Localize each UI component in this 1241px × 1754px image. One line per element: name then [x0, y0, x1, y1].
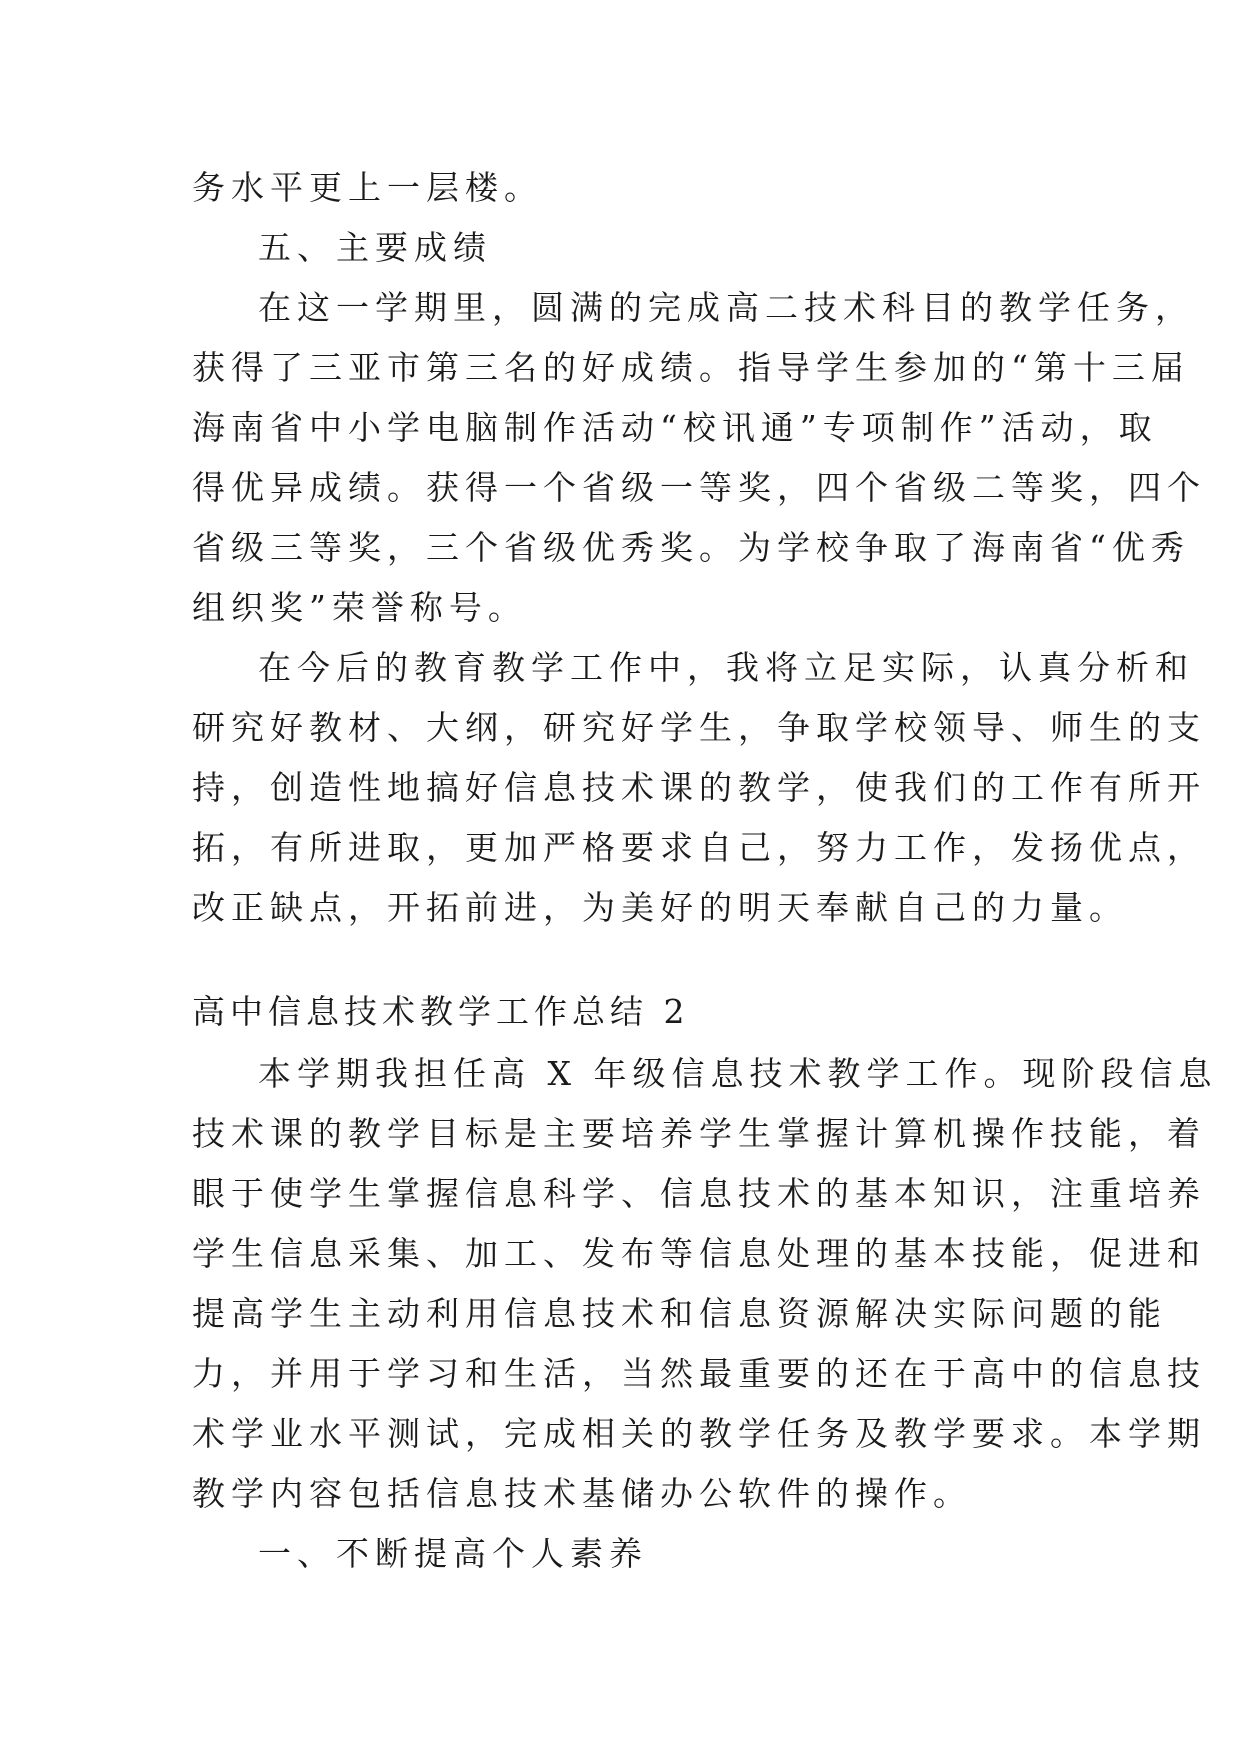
paragraph-line: 省级三等奖，三个省级优秀奖。为学校争取了海南省“优秀 [192, 528, 1190, 567]
paragraph-line: 在今后的教育教学工作中，我将立足实际，认真分析和 [258, 648, 1194, 687]
paragraph-line: 技术课的教学目标是主要培养学生掌握计算机操作技能，着 [192, 1114, 1206, 1153]
paragraph-line: 务水平更上一层楼。 [192, 168, 543, 207]
paragraph-line: 获得了三亚市第三名的好成绩。指导学生参加的“第十三届 [192, 348, 1190, 387]
article-title: 高中信息技术教学工作总结 2 [192, 992, 690, 1031]
paragraph-line: 改正缺点，开拓前进，为美好的明天奉献自己的力量。 [192, 888, 1128, 927]
paragraph-line: 术学业水平测试，完成相关的教学任务及教学要求。本学期 [192, 1414, 1206, 1453]
paragraph-line: 在这一学期里，圆满的完成高二技术科目的教学任务， [258, 288, 1194, 327]
paragraph-line: 组织奖”荣誉称号。 [192, 588, 527, 627]
paragraph-line: 持，创造性地搞好信息技术课的教学，使我们的工作有所开 [192, 768, 1206, 807]
document-page [192, 158, 1218, 1584]
paragraph-line: 学生信息采集、加工、发布等信息处理的基本技能，促进和 [192, 1234, 1206, 1273]
paragraph-line: 提高学生主动利用信息技术和信息资源解决实际问题的能 [192, 1294, 1167, 1333]
section-heading: 一、不断提高个人素养 [258, 1534, 648, 1573]
paragraph-line: 教学内容包括信息技术基储办公软件的操作。 [192, 1474, 972, 1513]
paragraph-line: 力，并用于学习和生活，当然最重要的还在于高中的信息技 [192, 1354, 1206, 1393]
section-gap [192, 938, 1062, 976]
paragraph-line: 得优异成绩。获得一个省级一等奖，四个省级二等奖，四个 [192, 468, 1206, 507]
section-heading: 五、主要成绩 [258, 228, 492, 267]
paragraph-line: 本学期我担任高 X 年级信息技术教学工作。现阶段信息 [258, 1054, 1218, 1093]
paragraph-line: 海南省中小学电脑制作活动“校讯通”专项制作”活动，取 [192, 408, 1158, 447]
paragraph-line: 眼于使学生掌握信息科学、信息技术的基本知识，注重培养 [192, 1174, 1206, 1213]
paragraph-line: 研究好教材、大纲，研究好学生，争取学校领导、师生的支 [192, 708, 1206, 747]
paragraph-line: 拓，有所进取，更加严格要求自己，努力工作，发扬优点， [192, 828, 1206, 867]
